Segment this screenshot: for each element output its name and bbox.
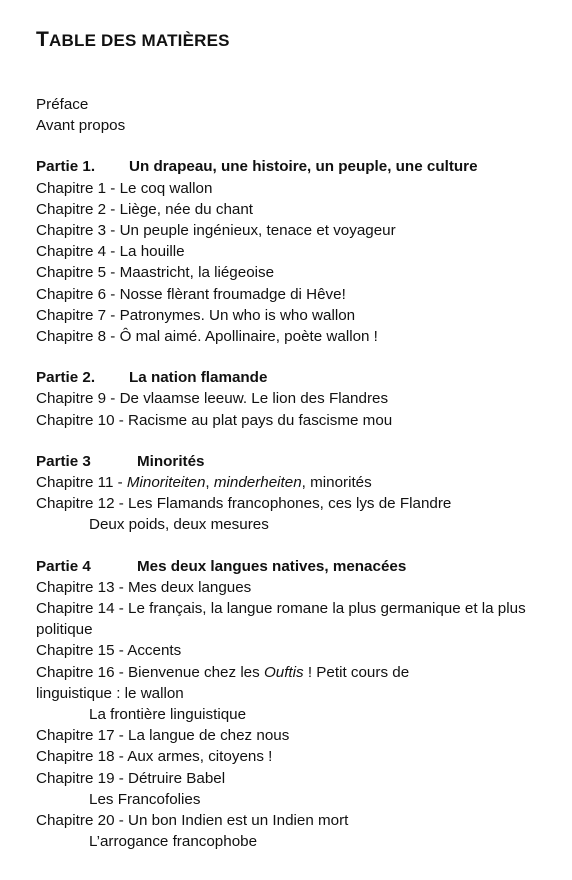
chapter-title: Un bon Indien est un Indien mort [128, 812, 349, 830]
chapter-title: Aux armes, citoyens ! [127, 748, 273, 766]
chapter-entry-20 [36, 810, 552, 831]
chapter-entry-6 [36, 284, 552, 305]
part-title: Un drapeau, une histoire, un peuple, une culture [129, 158, 478, 176]
chapter-entry-2 [36, 199, 552, 220]
chapter-label: Chapitre 6 - [36, 285, 120, 303]
title-rest: ABLE DES MATIÈRES [49, 31, 230, 50]
part-heading-1 [36, 156, 552, 177]
chapter-subentry: Les Francofolies [89, 790, 201, 808]
chapter-title: Racisme au plat pays du fascisme mou [128, 411, 393, 429]
chapter-label: Chapitre 12 - [36, 495, 129, 513]
toc-entry-avant-propos: Avant propos [36, 117, 126, 135]
part-heading-3 [36, 451, 552, 472]
chapter-entry-12 [36, 493, 552, 514]
section-gap [36, 136, 552, 156]
table-of-contents-title [36, 26, 552, 55]
section-gap [36, 536, 552, 556]
chapter-entry-4 [36, 241, 552, 262]
chapter-title: Détruire Babel [128, 769, 226, 787]
chapter-label: Chapitre 5 - [36, 264, 120, 282]
toc-list [36, 94, 552, 853]
chapter-entry-1 [36, 178, 552, 199]
chapter-title-italic: minderheiten [213, 474, 302, 492]
chapter-subentry: Deux poids, deux mesures [89, 516, 269, 534]
chapter-entry-8 [36, 326, 552, 347]
chapter-title: La langue de chez nous [128, 727, 290, 745]
chapter-entry-10 [36, 410, 552, 431]
chapter-label: Chapitre 8 - [36, 328, 120, 346]
chapter-title: De vlaamse leeuw. Le lion des Flandres [119, 390, 389, 408]
chapter-title-separator: , [205, 474, 214, 492]
part-heading-2 [36, 367, 552, 388]
toc-entry-preface: Préface [36, 96, 89, 113]
chapter-title: La houille [119, 243, 185, 261]
chapter-entry-5 [36, 262, 552, 283]
chapter-title: Bienvenue chez les [128, 663, 264, 681]
chapter-title: Le français, la langue romane la plus germanique et la plus politique [36, 600, 526, 639]
chapter-entry-11 [36, 472, 552, 493]
chapter-entry-15 [36, 640, 552, 661]
chapter-entry-3 [36, 220, 552, 241]
chapter-label: Chapitre 7 - [36, 306, 120, 324]
chapter-label: Chapitre 11 - [36, 474, 127, 492]
chapter-label: Chapitre 15 - [36, 642, 128, 660]
chapter-title-rest: ! Petit cours de linguistique : le wallon [36, 663, 410, 702]
chapter-subentry: L’arrogance francophobe [89, 833, 258, 851]
part-number: Partie 1. [36, 158, 96, 176]
chapter-label: Chapitre 2 - [36, 200, 120, 218]
chapter-label: Chapitre 13 - [36, 578, 129, 596]
chapter-title: Le coq wallon [119, 179, 213, 197]
chapter-subentry: La frontière linguistique [89, 706, 247, 724]
chapter-entry-7 [36, 305, 552, 326]
chapter-entry-14 [36, 598, 541, 640]
part-number: Partie 4 [36, 557, 91, 575]
chapter-label: Chapitre 3 - [36, 222, 120, 240]
chapter-title-rest: , minorités [301, 474, 372, 492]
part-heading-4 [36, 556, 552, 577]
chapter-label: Chapitre 18 - [36, 748, 128, 766]
chapter-entry-9 [36, 388, 552, 409]
chapter-title: Les Flamands francophones, ces lys de Flandre [128, 495, 452, 513]
chapter-title: Accents [127, 642, 182, 660]
part-title: La nation flamande [129, 369, 268, 387]
part-number: Partie 2. [36, 369, 96, 387]
chapter-label: Chapitre 20 - [36, 812, 129, 830]
chapter-title: Maastricht, la liégeoise [119, 264, 275, 282]
chapter-title: Nosse flèrant froumadge di Hêve! [119, 285, 346, 303]
chapter-label: Chapitre 1 - [36, 179, 120, 197]
chapter-title-italic: Ouftis [263, 663, 304, 681]
chapter-label: Chapitre 4 - [36, 243, 120, 261]
chapter-label: Chapitre 16 - [36, 663, 129, 681]
title-first-letter: T [36, 28, 50, 51]
chapter-entry-18 [36, 746, 552, 767]
chapter-title: Patronymes. Un who is who wallon [119, 306, 356, 324]
section-gap [36, 431, 552, 451]
chapter-title: Un peuple ingénieux, tenace et voyageur [119, 222, 396, 240]
part-title: Minorités [137, 452, 205, 470]
part-number: Partie 3 [36, 452, 91, 470]
section-gap [36, 347, 552, 367]
part-title: Mes deux langues natives, menacées [137, 557, 407, 575]
chapter-label: Chapitre 9 - [36, 390, 120, 408]
chapter-entry-13 [36, 577, 552, 598]
chapter-label: Chapitre 19 - [36, 769, 129, 787]
chapter-label: Chapitre 17 - [36, 727, 129, 745]
chapter-label: Chapitre 14 - [36, 600, 129, 618]
chapter-label: Chapitre 10 - [36, 411, 129, 429]
chapter-entry-19 [36, 768, 552, 789]
chapter-title: Ô mal aimé. Apollinaire, poète wallon ! [119, 328, 378, 346]
chapter-entry-16 [36, 662, 466, 704]
chapter-title-italic: Minoriteiten [126, 474, 206, 492]
chapter-title: Mes deux langues [128, 578, 252, 596]
chapter-entry-17 [36, 725, 552, 746]
chapter-title: Liège, née du chant [119, 200, 254, 218]
